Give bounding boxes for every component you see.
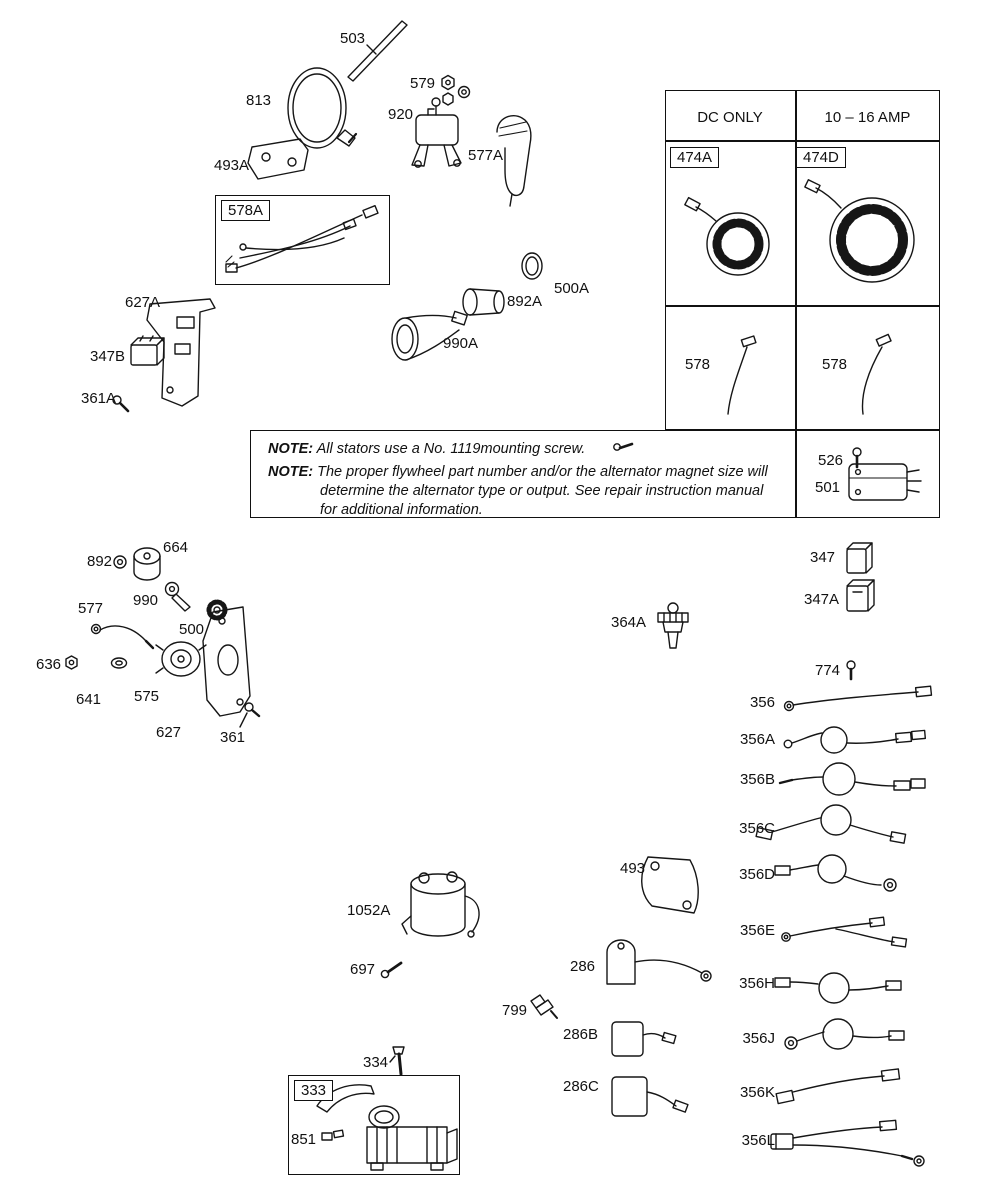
part-364A-illustration: [658, 603, 688, 648]
part-892A-illustration: [463, 289, 504, 315]
notes-area: [252, 431, 790, 525]
part-500A-illustration: [522, 253, 542, 279]
part-356J-illustration: [785, 1019, 904, 1049]
part-label-356D: 356D: [739, 866, 775, 883]
part-347A-illustration: [847, 580, 874, 611]
part-697-illustration: [381, 963, 401, 978]
part-579-illustration: [442, 76, 470, 106]
part-label-493A: 493A: [214, 157, 250, 174]
part-356H-illustration: [775, 973, 901, 1003]
part-356C-illustration: [756, 805, 905, 843]
part-label-892A: 892A: [507, 293, 543, 310]
part-label-493: 493: [620, 860, 646, 877]
part-label-627A: 627A: [125, 294, 161, 311]
part-label-364A: 364A: [611, 614, 647, 631]
part-label-356B: 356B: [739, 771, 775, 788]
part-label-697: 697: [350, 961, 376, 978]
part-label-474D: 474D: [796, 147, 846, 168]
part-label-333: 333: [294, 1080, 333, 1101]
part-label-356E: 356E: [739, 922, 775, 939]
part-label-356K: 356K: [739, 1084, 775, 1101]
part-920-illustration: [412, 98, 461, 167]
part-356A-illustration: [784, 727, 925, 753]
part-label-356C: 356C: [739, 820, 775, 837]
table-header-10-16-amp: 10 – 16 AMP: [824, 109, 911, 126]
part-493-illustration: [642, 857, 698, 913]
table-header-divider: [665, 140, 940, 142]
part-label-664: 664: [163, 539, 189, 556]
part-892-illustration: [114, 556, 126, 568]
part-label-579: 579: [410, 75, 436, 92]
part-label-500: 500: [179, 621, 205, 638]
part-356E-illustration: [782, 917, 907, 947]
part-500-illustration: [209, 602, 225, 618]
part-361-illustration: [240, 703, 259, 727]
part-334-illustration: [390, 1047, 404, 1074]
part-label-501: 501: [815, 479, 841, 496]
part-label-577: 577: [78, 600, 104, 617]
part-label-577A: 577A: [468, 147, 504, 164]
part-label-578A: 578A: [221, 200, 270, 221]
part-label-636: 636: [36, 656, 62, 673]
part-label-356: 356: [749, 694, 775, 711]
part-356B-illustration: [780, 763, 925, 795]
part-286C-illustration: [612, 1077, 688, 1116]
part-label-774: 774: [815, 662, 841, 679]
part-label-361A: 361A: [81, 390, 117, 407]
part-813-illustration: [288, 68, 356, 148]
part-286-illustration: [607, 940, 711, 984]
part-label-627: 627: [156, 724, 182, 741]
note-1: [268, 440, 780, 459]
part-990-illustration: [166, 583, 191, 612]
part-label-526: 526: [818, 452, 844, 469]
table-header-dc-only: DC ONLY: [697, 109, 763, 126]
note-2-label: NOTE:: [268, 464, 314, 481]
part-label-503: 503: [340, 30, 366, 47]
part-664-illustration: [134, 548, 160, 580]
part-286B-illustration: [612, 1022, 676, 1056]
part-577-illustration: [92, 625, 154, 649]
part-label-286: 286: [570, 958, 596, 975]
part-label-356L: 356L: [741, 1132, 775, 1149]
part-575-illustration: [156, 642, 206, 676]
part-356D-illustration: [775, 855, 896, 891]
part-1052A-illustration: [402, 872, 479, 937]
part-label-813: 813: [246, 92, 272, 109]
part-636-illustration: [66, 656, 77, 669]
part-label-474A: 474A: [670, 147, 719, 168]
part-label-334: 334: [363, 1054, 389, 1071]
note-1-text: All stators use a No. 1119mounting screw.: [316, 441, 586, 457]
part-label-578-amp: 578: [822, 356, 848, 373]
part-493A-illustration: [248, 139, 308, 179]
part-label-990: 990: [133, 592, 159, 609]
part-799-illustration: [531, 995, 557, 1018]
note-2: [268, 463, 780, 520]
note-1-label: NOTE:: [268, 441, 314, 457]
part-label-347A: 347A: [804, 591, 840, 608]
part-label-1052A: 1052A: [347, 902, 391, 919]
part-label-500A: 500A: [554, 280, 590, 297]
part-label-578-dc: 578: [685, 356, 711, 373]
part-label-286C: 286C: [563, 1078, 599, 1095]
part-label-356H: 356H: [739, 975, 775, 992]
part-356K-illustration: [776, 1069, 899, 1104]
part-label-892: 892: [87, 553, 113, 570]
part-label-799: 799: [502, 1002, 528, 1019]
part-label-356A: 356A: [739, 731, 775, 748]
table-row-divider: [665, 305, 940, 307]
part-774-illustration: [847, 661, 855, 679]
part-347B-illustration: [131, 336, 164, 365]
part-label-347: 347: [810, 549, 836, 566]
part-label-286B: 286B: [563, 1026, 599, 1043]
part-label-990A: 990A: [443, 335, 479, 352]
part-label-356J: 356J: [742, 1030, 775, 1047]
part-347-illustration: [847, 543, 872, 573]
part-label-575: 575: [134, 688, 160, 705]
part-label-347B: 347B: [90, 348, 126, 365]
part-label-851: 851: [291, 1131, 317, 1148]
part-label-361: 361: [220, 729, 246, 746]
part-627A-illustration: [147, 299, 215, 406]
part-627-illustration: [203, 607, 250, 716]
part-label-641: 641: [76, 691, 102, 708]
part-356-illustration: [785, 686, 932, 710]
part-641-illustration: [112, 658, 127, 668]
note-2-text: The proper flywheel part number and/or the alternator magnet size will determine the alternator type or output. See repair instruction manual for additional information.: [317, 464, 768, 519]
part-label-920: 920: [388, 106, 414, 123]
part-356L-illustration: [771, 1120, 924, 1166]
